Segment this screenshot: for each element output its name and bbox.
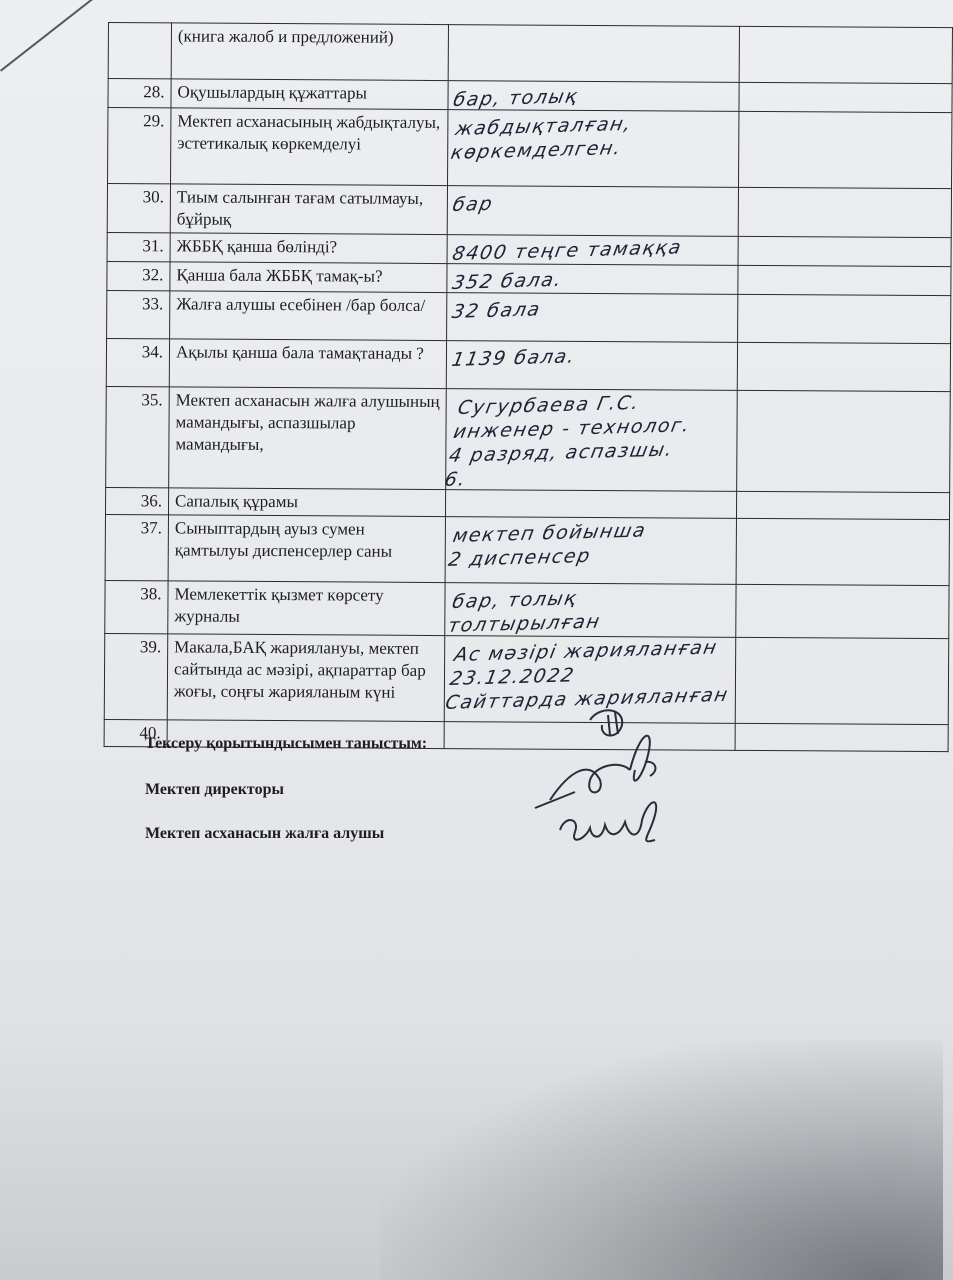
row-number: 37. <box>105 514 168 580</box>
row-label: Оқушылардың құжаттары <box>171 79 448 110</box>
table-row <box>105 580 949 638</box>
row-number: 30. <box>107 184 170 233</box>
table-row <box>107 290 951 343</box>
handwritten-line: толтырылған <box>446 610 603 637</box>
empty-cell <box>738 265 951 295</box>
row-number: 33. <box>107 290 170 338</box>
empty-cell <box>739 82 952 112</box>
empty-cell <box>735 723 948 751</box>
handwritten-line: жабдықталған, <box>453 112 634 140</box>
handwritten-line: 6. <box>442 468 469 491</box>
handwritten-line: Сугурбаева Г.С. <box>456 391 642 419</box>
handwritten-answer <box>445 517 736 585</box>
handwritten-line: бар <box>450 192 496 216</box>
empty-cell <box>739 111 952 188</box>
director-label: Мектеп директоры <box>145 781 284 798</box>
empty-cell <box>736 518 949 585</box>
handwritten-answer <box>442 389 738 492</box>
row-number: 39. <box>104 633 168 719</box>
handwritten-answer <box>447 293 738 343</box>
table-row <box>106 338 950 391</box>
empty-cell <box>739 26 952 83</box>
table-row <box>108 108 952 189</box>
handwritten-line: 23.12.2022 <box>448 664 577 690</box>
table-row <box>107 184 951 238</box>
row-number: 34. <box>106 338 169 386</box>
paper-fold-line <box>0 0 96 72</box>
row-label: Сыныптардың ауыз сумен қамтылуы диспенсерлер саны <box>168 515 445 583</box>
handwritten-line: Ас мәзірі жарияланған <box>452 636 720 666</box>
row-label: Макала,БАҚ жариялануы, мектеп сайтында ас мәзірі, ақпараттар бар жоғы, соңғы жарияланым күні <box>167 634 445 722</box>
signature-image <box>530 700 680 860</box>
row-number: 29. <box>108 108 171 184</box>
table-row <box>105 514 949 585</box>
handwritten-line: 352 бала. <box>450 268 565 294</box>
handwritten-answer <box>448 81 739 112</box>
handwritten-answer <box>446 341 737 391</box>
acquainted-label: Тексеру қорытындысымен таныстым: <box>145 735 428 752</box>
row-number: 28. <box>108 79 171 108</box>
handwritten-line: 8400 теңге тамаққа <box>450 236 684 265</box>
handwritten-answer <box>445 490 736 519</box>
row-label: (книга жалоб и предложений) <box>171 23 448 81</box>
handwritten-answer <box>445 583 736 638</box>
handwritten-line: 4 разряд, аспазшы. <box>447 438 676 467</box>
row-label: Ақылы қанша бала тамақтанады ? <box>169 339 446 389</box>
handwritten-answer <box>448 110 739 188</box>
row-label: Мемлекеттік қызмет көрсету журналы <box>168 581 445 636</box>
empty-cell <box>736 491 949 519</box>
row-label: ЖББҚ қанша бөлінді? <box>170 233 447 264</box>
handwritten-answer <box>448 25 739 83</box>
row-number: 35. <box>106 386 170 487</box>
row-number: 32. <box>107 261 170 290</box>
empty-cell <box>738 294 951 343</box>
handwritten-answer <box>447 186 738 237</box>
row-number <box>108 23 171 79</box>
handwritten-line: инженер - технолог. <box>451 414 693 443</box>
empty-cell <box>738 187 951 237</box>
empty-cell <box>735 637 949 724</box>
empty-cell <box>737 342 950 391</box>
empty-cell <box>736 584 949 638</box>
table-row <box>108 23 952 84</box>
row-label: Сапалық құрамы <box>168 488 445 517</box>
row-label: Тиым салынған тағам сатылмауы, бұйрық <box>170 184 447 235</box>
table-row <box>106 386 951 492</box>
table-row <box>104 633 949 724</box>
inspection-table <box>104 22 953 752</box>
empty-cell <box>738 236 951 266</box>
handwritten-answer <box>447 264 738 295</box>
tenant-label: Мектеп асханасын жалға алушы <box>145 825 385 842</box>
row-number: 31. <box>107 232 170 261</box>
row-number: 36. <box>105 487 168 514</box>
handwritten-line: бар, толық <box>451 85 581 111</box>
row-label: Мектеп асханасын жалға алушының мамандығы, аспазшылар мамандығы, <box>169 387 447 490</box>
row-label: Мектеп асханасының жабдықталуы, эстетикалық көркемделуі <box>171 108 448 186</box>
handwritten-line: Сайттарда жарияланған <box>443 683 731 714</box>
row-label: Қанша бала ЖББҚ тамақ-ы? <box>170 262 447 293</box>
page-shadow <box>380 1040 943 1280</box>
empty-cell <box>737 390 951 492</box>
row-label: Жалға алушы есебінен /бар болса/ <box>170 291 447 341</box>
row-number: 40. <box>104 719 167 746</box>
handwritten-line: 2 диспенсер <box>446 544 593 571</box>
handwritten-line: бар, толық <box>450 587 580 613</box>
handwritten-line: көркемделген. <box>449 137 624 164</box>
handwritten-answer <box>447 235 738 266</box>
row-number: 38. <box>105 580 168 633</box>
handwritten-line: 1139 бала. <box>449 345 578 371</box>
handwritten-line: 32 бала <box>450 298 543 323</box>
handwritten-line: мектеп бойынша <box>451 519 649 547</box>
